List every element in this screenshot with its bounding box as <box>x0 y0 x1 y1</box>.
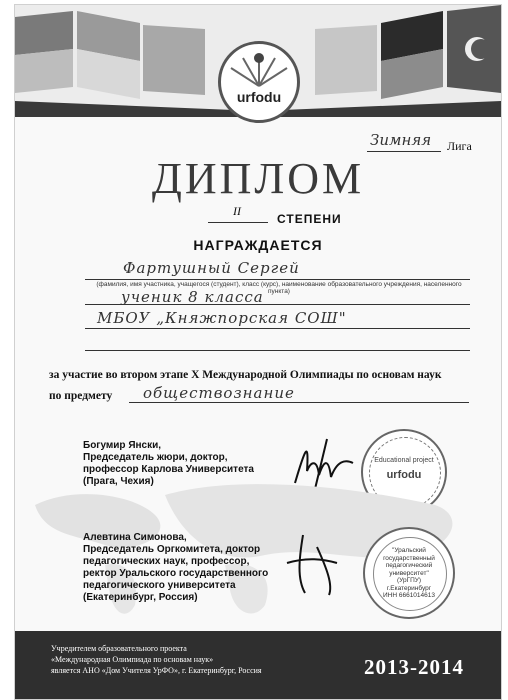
stamp-2-line: "Уральский <box>392 547 426 554</box>
signatory-1-line: Председатель жюри, доктор, <box>83 452 228 463</box>
signatory-2-line: педагогического университета <box>83 580 236 591</box>
league-label: Лига <box>447 139 472 153</box>
school-line: МБОУ „Княжпорская СОШ" <box>97 309 347 327</box>
signatory-2-line: Алевтина Симонова, <box>83 532 187 543</box>
signatory-1-line: Богумир Янски, <box>83 440 162 451</box>
degree-label: СТЕПЕНИ <box>277 212 342 226</box>
class-line: ученик 8 класса <box>121 288 264 306</box>
signatory-2-line: Председатель Оргкомитета, доктор <box>83 544 261 555</box>
diploma-page <box>14 4 502 700</box>
stamp-2 <box>363 527 455 619</box>
stamp-2-text <box>365 547 453 600</box>
league-value: Зимняя <box>370 131 432 149</box>
name-line <box>85 279 470 280</box>
signatory-1-line: (Прага, Чехия) <box>83 476 154 487</box>
stamp-2-line: ИНН 6661014613 <box>382 592 436 599</box>
signatory-2-line: педагогических наук, профессор, <box>83 556 250 567</box>
class-underline <box>85 304 470 305</box>
signatory-2-line: ректор Уральского государственного <box>83 568 269 579</box>
logo-text: urfodu <box>236 89 282 105</box>
school-underline <box>85 328 470 329</box>
subject-underline <box>129 402 469 403</box>
footer-text <box>51 643 262 676</box>
signature-2 <box>277 529 353 599</box>
signatory-2-line: (Екатеринбург, Россия) <box>83 592 198 603</box>
participant-name: Фартушный Сергей <box>123 259 300 277</box>
stamp-2-line: (УрГПУ) <box>396 577 422 584</box>
footer-line: «Международная Олимпиада по основам наук» <box>51 655 214 664</box>
stamp-2-line: университет" <box>389 569 429 577</box>
urfodu-logo <box>218 41 300 123</box>
footer-years: 2013-2014 <box>364 655 464 679</box>
diploma-title: ДИПЛОМ <box>151 154 365 203</box>
blank-underline <box>85 350 470 351</box>
stamp-2-line: государственный <box>383 554 435 562</box>
participant-caption: (фамилия, имя участника, учащегося (студент), класс (курс), наименование образовательного учреждения, населенного пункта) <box>96 281 462 295</box>
stamp-1-text: urfodu <box>386 469 422 481</box>
subject-label: по предмету <box>49 390 113 402</box>
degree-value: II <box>233 204 241 218</box>
subject-value: обществознание <box>143 384 295 402</box>
signatory-2 <box>83 532 268 604</box>
participation-text: за участие во втором этапе X Международной Олимпиады по основам наук <box>49 369 442 381</box>
stamp-1-outer: Educational project <box>374 457 434 464</box>
stamp-2-line: педагогический <box>385 562 433 569</box>
footer-bar <box>15 631 501 699</box>
footer-line: Учредителем образовательного проекта <box>51 644 187 653</box>
stamp-2-line: г.Екатеринбург <box>386 584 432 592</box>
awarded-heading: НАГРАЖДАЕТСЯ <box>193 237 323 253</box>
footer-line: является АНО «Дом Учителя УрФО», г. Екатеринбург, Россия <box>51 666 262 675</box>
signatory-1-line: профессор Карлова Университета <box>83 464 254 475</box>
league-line <box>367 151 441 152</box>
degree-line <box>208 222 268 223</box>
